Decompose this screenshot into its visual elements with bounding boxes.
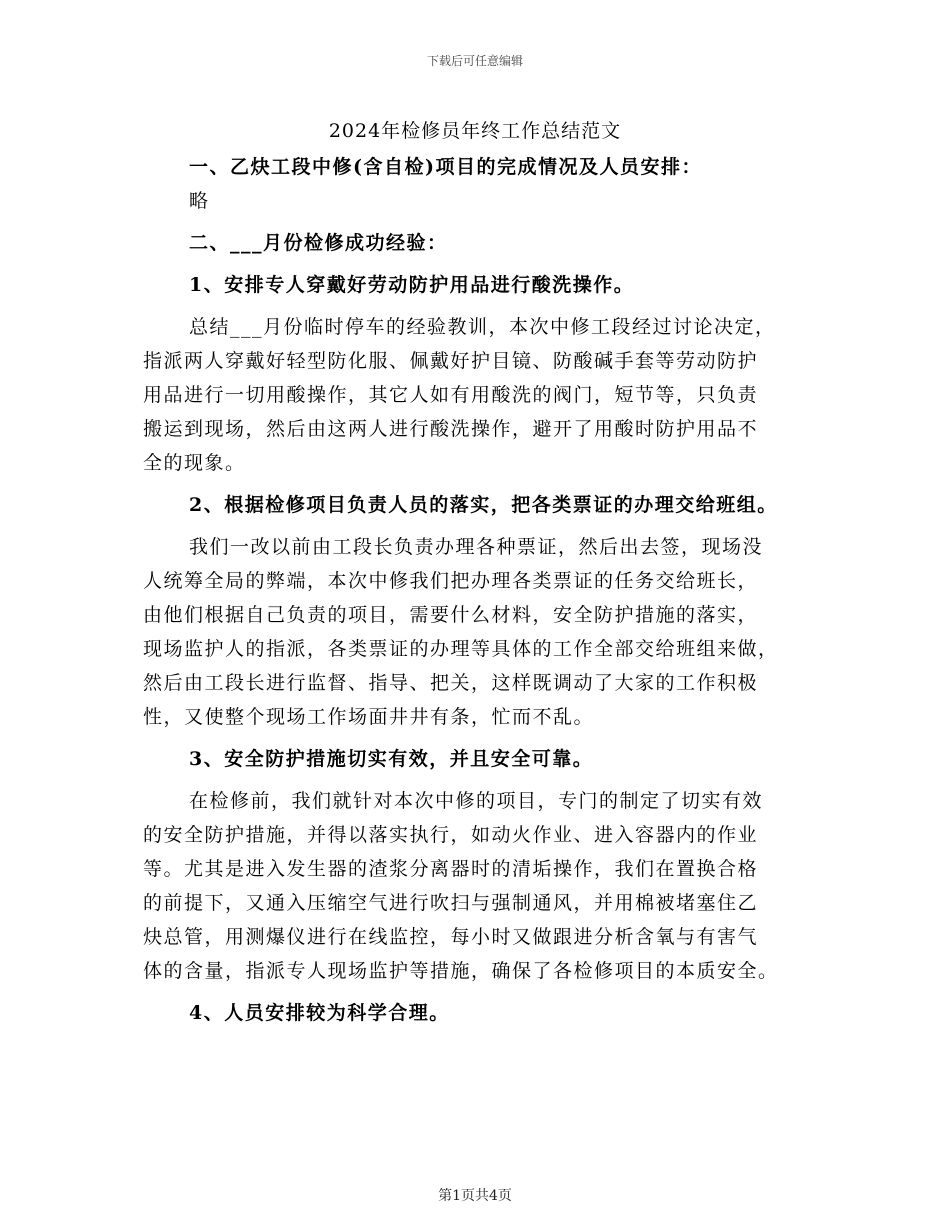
item2-heading: 2、根据检修项目负责人员的落实，把各类票证的办理交给班组。 <box>189 494 778 516</box>
item1-line-1: 总结___月份临时停车的经验教训，本次中修工段经过讨论决定， <box>189 316 776 338</box>
item2-line-6: 性，又使整个现场工作场面井井有条，忙而不乱。 <box>143 706 595 728</box>
item4-heading: 4、人员安排较为科学合理。 <box>189 1002 450 1024</box>
item2-line-1: 我们一改以前由工段长负责办理各种票证，然后出去签，现场没 <box>189 536 764 558</box>
section1-heading: 一、乙炔工段中修(含自检)项目的完成情况及人员安排： <box>189 156 702 178</box>
item2-line-3: 由他们根据自己负责的项目，需要什么材料，安全防护措施的落实， <box>143 604 759 626</box>
item2-line-2: 人统筹全局的弊端，本次中修我们把办理各类票证的任务交给班长， <box>143 570 759 592</box>
item2-line-4: 现场监护人的指派，各类票证的办理等具体的工作全部交给班组来做， <box>143 638 779 660</box>
item2-line-5: 然后由工段长进行监督、指导、把关，这样既调动了大家的工作积极 <box>143 672 759 694</box>
item3-line-4: 的前提下，又通入压缩空气进行吹扫与强制通风，并用棉被堵塞住乙 <box>143 892 759 914</box>
item3-line-5: 炔总管，用测爆仪进行在线监控，每小时又做跟进分析含氧与有害气 <box>143 926 759 948</box>
item1-line-3: 用品进行一切用酸操作，其它人如有用酸洗的阀门，短节等，只负责 <box>143 384 759 406</box>
item3-heading: 3、安全防护措施切实有效，并且安全可靠。 <box>189 748 594 770</box>
item3-line-1: 在检修前，我们就针对本次中修的项目，专门的制定了切实有效 <box>189 790 764 812</box>
document-title: 2024年检修员年终工作总结范文 <box>328 120 622 142</box>
page-footer: 第1页共4页 <box>438 1188 512 1204</box>
item1-line-4: 搬运到现场，然后由这两人进行酸洗操作，避开了用酸时防护用品不 <box>143 418 759 440</box>
item3-line-3: 等。尤其是进入发生器的渣浆分离器时的清垢操作，我们在置换合格 <box>143 858 759 880</box>
item1-line-5: 全的现象。 <box>143 452 246 474</box>
item1-heading: 1、安排专人穿戴好劳动防护用品进行酸洗操作。 <box>189 274 635 296</box>
item1-line-2: 指派两人穿戴好轻型防化服、佩戴好护目镜、防酸碱手套等劳动防护 <box>143 350 759 372</box>
page-header: 下载后可任意编辑 <box>426 54 523 68</box>
item3-line-2: 的安全防护措施，并得以落实执行，如动火作业、进入容器内的作业 <box>143 824 759 846</box>
item3-line-6: 体的含量，指派专人现场监护等措施，确保了各检修项目的本质安全。 <box>143 960 779 982</box>
section2-heading: 二、___月份检修成功经验： <box>189 232 448 254</box>
document-body <box>143 150 808 1030</box>
section1-body: 略 <box>189 190 210 212</box>
